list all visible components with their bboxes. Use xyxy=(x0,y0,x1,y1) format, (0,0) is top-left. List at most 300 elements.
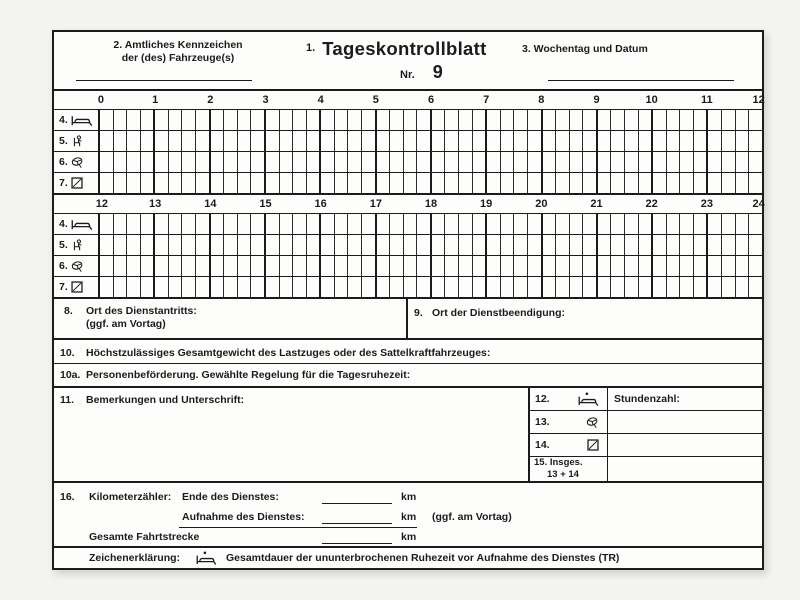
quarter-cell xyxy=(666,110,680,130)
quarter-cell xyxy=(430,235,445,255)
km-start-label: Aufnahme des Dienstes: xyxy=(182,511,305,523)
quarter-cell xyxy=(458,173,472,193)
quarter-cell xyxy=(361,173,375,193)
quarter-cell xyxy=(168,131,182,151)
quarter-cell xyxy=(181,235,195,255)
km-total-blank xyxy=(322,531,392,544)
row13-value xyxy=(608,411,762,433)
quarter-cell xyxy=(638,152,652,172)
quarter-cell xyxy=(596,152,611,172)
quarter-cell xyxy=(458,256,472,276)
row-number: 4. xyxy=(59,218,68,230)
activity-row xyxy=(54,130,762,151)
quarter-cell xyxy=(319,235,334,255)
quarter-cell xyxy=(569,173,583,193)
quarter-hour-cells xyxy=(100,277,762,297)
table-row xyxy=(530,456,762,481)
quarter-cell xyxy=(416,131,430,151)
quarter-cell xyxy=(389,214,403,234)
quarter-cell xyxy=(306,277,320,297)
section-10a xyxy=(54,363,762,386)
field3-weekday-date-label: 3. Wochentag und Datum xyxy=(522,43,648,55)
nr-value: 9 xyxy=(432,62,443,82)
quarter-cell xyxy=(292,152,306,172)
quarter-cell xyxy=(555,173,569,193)
s8-number: 8. xyxy=(64,305,73,317)
quarter-cell xyxy=(403,173,417,193)
hour-label: 10 xyxy=(645,94,658,106)
quarter-cell xyxy=(319,173,334,193)
quarter-cell xyxy=(100,152,113,172)
quarter-cell xyxy=(100,256,113,276)
quarter-cell xyxy=(100,173,113,193)
quarter-cell xyxy=(596,235,611,255)
quarter-cell xyxy=(389,256,403,276)
activity-row-label xyxy=(54,173,100,193)
quarter-cell xyxy=(651,214,666,234)
quarter-cell xyxy=(334,277,348,297)
quarter-cell xyxy=(416,214,430,234)
quarter-cell xyxy=(748,214,762,234)
hour-label: 5 xyxy=(372,94,379,106)
tageskontrollblatt-form xyxy=(52,30,764,570)
quarter-cell xyxy=(485,152,500,172)
field2-line2: der (des) Fahrzeuge(s) xyxy=(121,52,235,64)
quarter-cell xyxy=(679,152,693,172)
bed-icon xyxy=(71,219,93,230)
quarter-cell xyxy=(361,152,375,172)
section-10 xyxy=(54,338,762,363)
s8-note: (ggf. am Vortag) xyxy=(86,318,166,330)
quarter-cell xyxy=(541,131,556,151)
quarter-cell xyxy=(513,152,527,172)
quarter-cell xyxy=(706,235,721,255)
row-number: 7. xyxy=(59,281,68,293)
quarter-cell xyxy=(430,110,445,130)
quarter-cell xyxy=(721,110,735,130)
quarter-cell xyxy=(361,131,375,151)
hour-label: 24 xyxy=(752,198,765,210)
quarter-cell xyxy=(279,256,293,276)
activity-row xyxy=(54,255,762,276)
quarter-cell xyxy=(334,110,348,130)
quarter-cell xyxy=(472,235,486,255)
quarter-cell xyxy=(403,110,417,130)
bed-dot-icon xyxy=(578,392,599,406)
quarter-cell xyxy=(458,152,472,172)
quarter-cell xyxy=(126,173,140,193)
row14-value xyxy=(608,434,762,456)
quarter-cell xyxy=(347,235,361,255)
quarter-cell xyxy=(638,235,652,255)
quarter-cell xyxy=(721,152,735,172)
quarter-cell xyxy=(638,256,652,276)
quarter-cell xyxy=(375,110,390,130)
quarter-cell xyxy=(555,256,569,276)
quarter-cell xyxy=(485,235,500,255)
quarter-cell xyxy=(555,235,569,255)
quarter-cell xyxy=(153,110,168,130)
quarter-cell xyxy=(513,110,527,130)
quarter-cell xyxy=(153,277,168,297)
quarter-cell xyxy=(347,277,361,297)
quarter-cell xyxy=(679,256,693,276)
quarter-cell xyxy=(319,131,334,151)
quarter-cell xyxy=(444,277,458,297)
quarter-cell xyxy=(292,256,306,276)
quarter-cell xyxy=(334,131,348,151)
legend-band xyxy=(54,546,762,568)
quarter-cell xyxy=(679,131,693,151)
s11-number: 11. xyxy=(60,394,75,406)
quarter-cell xyxy=(735,110,749,130)
quarter-cell xyxy=(279,152,293,172)
quarter-cell xyxy=(541,277,556,297)
quarter-cell xyxy=(250,152,264,172)
quarter-cell xyxy=(223,235,237,255)
quarter-cell xyxy=(624,256,638,276)
row12-number: 12. xyxy=(535,392,550,405)
hour-label: 6 xyxy=(427,94,435,106)
quarter-cell xyxy=(513,235,527,255)
quarter-cell xyxy=(347,152,361,172)
quarter-cell xyxy=(113,152,127,172)
quarter-cell xyxy=(651,277,666,297)
quarter-hour-cells xyxy=(100,110,762,130)
title-number: 1. xyxy=(306,42,316,54)
hour-scale-pm xyxy=(54,193,765,213)
quarter-cell xyxy=(610,235,624,255)
hour-label: 2 xyxy=(207,94,214,106)
activity-row xyxy=(54,172,762,193)
quarter-cell xyxy=(610,152,624,172)
page-title: Tageskontrollblatt xyxy=(322,38,487,59)
quarter-cell xyxy=(458,235,472,255)
quarter-cell xyxy=(706,110,721,130)
quarter-cell xyxy=(416,152,430,172)
hour-label: 13 xyxy=(149,198,162,210)
s11-label: Bemerkungen und Unterschrift: xyxy=(86,394,245,406)
bed-icon xyxy=(71,115,93,126)
quarter-cell xyxy=(140,235,154,255)
section-8-9-divider xyxy=(406,299,408,338)
hour-label: 15 xyxy=(259,198,272,210)
quarter-cell xyxy=(458,277,472,297)
quarter-cell xyxy=(140,131,154,151)
quarter-cell xyxy=(748,235,762,255)
activity-row xyxy=(54,234,762,255)
quarter-cell xyxy=(651,173,666,193)
quarter-cell xyxy=(292,235,306,255)
quarter-cell xyxy=(610,131,624,151)
quarter-cell xyxy=(458,214,472,234)
quarter-cell xyxy=(666,152,680,172)
quarter-cell xyxy=(279,235,293,255)
quarter-cell xyxy=(748,256,762,276)
quarter-cell xyxy=(292,277,306,297)
hour-label: 8 xyxy=(538,94,545,106)
quarter-cell xyxy=(582,214,596,234)
quarter-cell xyxy=(347,173,361,193)
quarter-cell xyxy=(527,173,541,193)
quarter-cell xyxy=(375,131,390,151)
quarter-cell xyxy=(651,256,666,276)
quarter-cell xyxy=(693,110,707,130)
quarter-cell xyxy=(334,152,348,172)
quarter-cell xyxy=(264,214,279,234)
quarter-cell xyxy=(209,110,224,130)
quarter-cell xyxy=(541,235,556,255)
seated-person-icon xyxy=(71,135,84,148)
quarter-cell xyxy=(153,131,168,151)
quarter-cell xyxy=(113,214,127,234)
table-row xyxy=(530,410,762,433)
quarter-cell xyxy=(100,277,113,297)
km-start-blank xyxy=(322,511,392,524)
hour-label: 12 xyxy=(95,198,108,210)
quarter-cell xyxy=(748,131,762,151)
quarter-cell xyxy=(126,131,140,151)
hour-scale-am xyxy=(54,89,765,109)
quarter-cell xyxy=(624,173,638,193)
quarter-cell xyxy=(569,235,583,255)
s16-number: 16. xyxy=(60,491,75,503)
quarter-cell xyxy=(500,173,514,193)
quarter-hour-cells xyxy=(100,131,762,151)
quarter-cell xyxy=(209,235,224,255)
quarter-cell xyxy=(319,256,334,276)
quarter-cell xyxy=(264,152,279,172)
s9-number: 9. xyxy=(414,307,423,319)
quarter-cell xyxy=(651,131,666,151)
quarter-cell xyxy=(693,152,707,172)
quarter-cell xyxy=(140,173,154,193)
quarter-cell xyxy=(706,277,721,297)
quarter-cell xyxy=(679,277,693,297)
quarter-cell xyxy=(140,256,154,276)
quarter-cell xyxy=(237,235,251,255)
quarter-cell xyxy=(181,152,195,172)
activity-row xyxy=(54,109,762,130)
quarter-cell xyxy=(250,277,264,297)
quarter-cell xyxy=(168,110,182,130)
quarter-cell xyxy=(237,256,251,276)
quarter-cell xyxy=(389,131,403,151)
quarter-cell xyxy=(569,256,583,276)
quarter-cell xyxy=(306,110,320,130)
quarter-cell xyxy=(666,235,680,255)
quarter-cell xyxy=(596,214,611,234)
km-end-label: Ende des Dienstes: xyxy=(182,491,279,503)
quarter-cell xyxy=(181,131,195,151)
quarter-cell xyxy=(375,173,390,193)
quarter-cell xyxy=(651,110,666,130)
quarter-cell xyxy=(651,152,666,172)
quarter-cell xyxy=(403,152,417,172)
s10a-number: 10a. xyxy=(60,369,81,381)
quarter-cell xyxy=(250,214,264,234)
quarter-cell xyxy=(569,131,583,151)
quarter-cell xyxy=(582,256,596,276)
quarter-cell xyxy=(389,277,403,297)
quarter-cell xyxy=(113,235,127,255)
quarter-cell xyxy=(569,152,583,172)
quarter-cell xyxy=(596,173,611,193)
quarter-cell xyxy=(237,131,251,151)
quarter-cell xyxy=(693,256,707,276)
quarter-cell xyxy=(500,131,514,151)
diagonal-square-icon xyxy=(587,439,599,451)
quarter-cell xyxy=(513,173,527,193)
quarter-cell xyxy=(140,110,154,130)
quarter-cell xyxy=(361,214,375,234)
quarter-cell xyxy=(375,277,390,297)
quarter-cell xyxy=(485,256,500,276)
quarter-cell xyxy=(513,131,527,151)
quarter-cell xyxy=(430,277,445,297)
quarter-cell xyxy=(140,277,154,297)
legend-label: Zeichenerklärung: xyxy=(89,552,181,564)
quarter-cell xyxy=(513,214,527,234)
activity-row-label xyxy=(54,235,100,255)
quarter-cell xyxy=(444,256,458,276)
activity-row-label xyxy=(54,152,100,172)
row-number: 4. xyxy=(59,114,68,126)
quarter-cell xyxy=(306,256,320,276)
quarter-cell xyxy=(279,173,293,193)
quarter-cell xyxy=(430,131,445,151)
quarter-cell xyxy=(403,277,417,297)
quarter-cell xyxy=(195,256,209,276)
hours-summary-table xyxy=(528,388,762,481)
quarter-cell xyxy=(693,173,707,193)
row15-value xyxy=(608,457,762,481)
hour-label: 14 xyxy=(204,198,217,210)
quarter-cell xyxy=(126,214,140,234)
steering-wheel-icon xyxy=(71,156,84,169)
quarter-cell xyxy=(735,131,749,151)
quarter-cell xyxy=(361,277,375,297)
quarter-cell xyxy=(472,277,486,297)
quarter-cell xyxy=(306,152,320,172)
quarter-cell xyxy=(361,110,375,130)
activity-row-label xyxy=(54,131,100,151)
quarter-cell xyxy=(527,214,541,234)
quarter-cell xyxy=(195,152,209,172)
quarter-cell xyxy=(306,173,320,193)
quarter-cell xyxy=(195,277,209,297)
quarter-cell xyxy=(416,235,430,255)
quarter-cell xyxy=(250,110,264,130)
row13-number: 13. xyxy=(535,415,550,428)
quarter-cell xyxy=(264,173,279,193)
km-total-label: Gesamte Fahrtstrecke xyxy=(89,531,200,543)
quarter-cell xyxy=(389,152,403,172)
quarter-cell xyxy=(250,173,264,193)
quarter-cell xyxy=(666,256,680,276)
quarter-cell xyxy=(168,235,182,255)
quarter-cell xyxy=(485,173,500,193)
form-title-group xyxy=(306,38,487,60)
quarter-cell xyxy=(389,235,403,255)
quarter-cell xyxy=(279,110,293,130)
quarter-cell xyxy=(596,256,611,276)
quarter-cell xyxy=(485,131,500,151)
quarter-cell xyxy=(472,152,486,172)
quarter-cell xyxy=(610,256,624,276)
quarter-cell xyxy=(527,110,541,130)
hour-label: 16 xyxy=(314,198,327,210)
quarter-cell xyxy=(624,235,638,255)
km-total-unit: km xyxy=(401,531,417,543)
quarter-cell xyxy=(430,152,445,172)
quarter-cell xyxy=(223,173,237,193)
quarter-cell xyxy=(582,277,596,297)
quarter-cell xyxy=(113,131,127,151)
quarter-hour-cells xyxy=(100,235,762,255)
s8-label: Ort des Dienstantritts: xyxy=(86,305,197,317)
quarter-cell xyxy=(721,214,735,234)
hour-label: 23 xyxy=(700,198,713,210)
row15-label1: Insges. xyxy=(549,457,583,468)
s10-number: 10. xyxy=(60,347,75,359)
s10-label: Höchstzulässiges Gesamtgewicht des Lastzuges oder des Sattelkraftfahrzeuges: xyxy=(86,347,491,359)
quarter-cell xyxy=(541,152,556,172)
quarter-cell xyxy=(458,110,472,130)
quarter-cell xyxy=(153,256,168,276)
quarter-cell xyxy=(126,277,140,297)
quarter-cell xyxy=(748,152,762,172)
quarter-cell xyxy=(527,152,541,172)
hour-label: 22 xyxy=(645,198,658,210)
activity-row xyxy=(54,276,762,297)
quarter-cell xyxy=(403,131,417,151)
quarter-cell xyxy=(181,214,195,234)
quarter-cell xyxy=(334,214,348,234)
quarter-cell xyxy=(347,131,361,151)
quarter-cell xyxy=(624,152,638,172)
quarter-cell xyxy=(389,110,403,130)
quarter-cell xyxy=(223,110,237,130)
km-start-underline xyxy=(179,527,417,528)
quarter-cell xyxy=(679,235,693,255)
quarter-cell xyxy=(485,214,500,234)
s16-label: Kilometerzähler: xyxy=(89,491,172,503)
quarter-cell xyxy=(389,173,403,193)
hour-label: 12 xyxy=(752,94,765,106)
nr-group xyxy=(400,62,443,83)
quarter-cell xyxy=(527,277,541,297)
quarter-cell xyxy=(113,173,127,193)
quarter-cell xyxy=(582,152,596,172)
quarter-cell xyxy=(706,131,721,151)
quarter-cell xyxy=(541,256,556,276)
quarter-cell xyxy=(168,152,182,172)
quarter-cell xyxy=(596,277,611,297)
section-8-9 xyxy=(54,297,762,338)
quarter-cell xyxy=(638,214,652,234)
steering-wheel-icon xyxy=(71,260,84,273)
quarter-cell xyxy=(610,173,624,193)
quarter-cell xyxy=(416,277,430,297)
quarter-cell xyxy=(209,152,224,172)
quarter-cell xyxy=(444,110,458,130)
quarter-cell xyxy=(223,214,237,234)
hour-label: 3 xyxy=(262,94,269,106)
hour-label: 11 xyxy=(701,94,713,106)
hour-label: 18 xyxy=(424,198,438,210)
quarter-cell xyxy=(444,131,458,151)
